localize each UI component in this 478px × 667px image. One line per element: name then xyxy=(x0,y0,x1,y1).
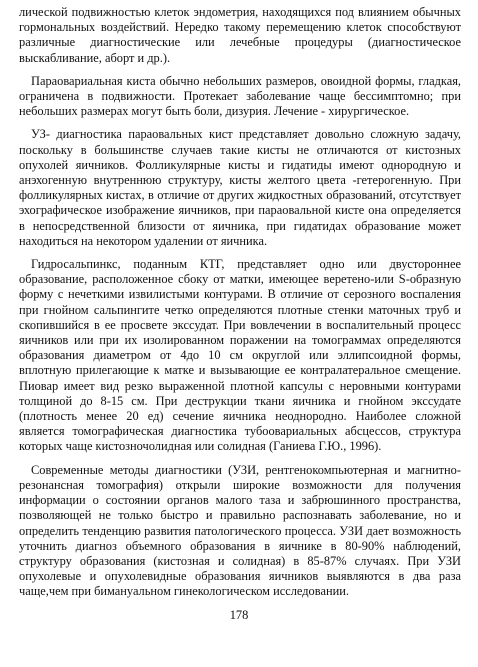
paragraph-paraovarian-cyst: Параовариальная киста обычно небольших размеров, овоидной формы, гладкая, ограничена в подвижности. Протекает заболевание чаще бессимптомно; при небольших размерах могут быть боли, дизурия. Лечение - хирургическое. xyxy=(19,73,461,119)
paragraph-hydrosalpinx: Гидросальпинкс, поданным КТГ, представляет одно или двустороннее образование, расположенное сбоку от матки, имеющее веретено-или S-образную форму с нечеткими извилистыми контурами. В отличие от серозного воспаления при гнойном сальпингите четко определяются плотные стенки маточных труб и скопившийся в ее просвете экссудат. При вовлечении в воспалительный процесс яичников или при их изолированном поражении на томограммах определяются образования диаметром от 4до 10 см округлой или эллипсоидной формы, вплотную прилегающие к матке и вызывающие ее контралатеральное смещение. Пиовар имеет вид резко выраженной плотной капсулы с неровными контурами толщиной до 8-15 см. При деструкции ткани яичника и гнойном экссудате (плотность менее 20 ед) сечение яичника неоднородно. Наиболее сложной является томографическая диагностика тубоовариальных абсцессов, структура которых чаще кистозночолидная или солидная (Ганиева Г.Ю., 1996). xyxy=(19,257,461,454)
paragraph-continued: лической подвижностью клеток эндометрия, находящихся под влиянием обычных гормональных воздействий. Нередко такому перемещению клеток способствуют различные диагностические или лечебные процедуры (диагностическое выскабливание, аборт и др.). xyxy=(19,5,461,65)
document-page xyxy=(19,5,461,600)
paragraph-modern-methods: Современные методы диагностики (УЗИ, рентгенокомпьютерная и магнитно-резонансная томография) открыли широкие возможности для получения информации о состоянии органов малого таза и забрюшинного пространства, позволяющей не только быстро и правильно распознавать заболевание, но и определить тенденцию развития патологического процесса. УЗИ дает возможность уточнить диагноз объемного образования в яичнике в 80-90% наблюдений, структуру образования (кистозная и солидная) в 85-87% случаях. При УЗИ опухолевые и опухолевидные образования яичников выявляются в два раза чаще,чем при бимануальном гинекологическом исследовании. xyxy=(19,462,461,599)
page-number: 178 xyxy=(229,608,249,622)
paragraph-us-diagnostics: УЗ- диагностика параовальных кист представляет довольно сложную задачу, поскольку в большинстве случаев такие кисты не отличаются от кистозных опухолей яичников. Фолликулярные кисты и гидатиды имеют однородную и анэхогенную внутреннюю структуру, кисты желтого цвета -гетерогенную. При фолликулярных кистах, в отличие от других жидкостных образований, отсутствует эхографическое изображение яичников, при параовальной кисте она определяется в непосредственной близости от яичника, при гидатидах образование может находиться на некотором удалении от яичника. xyxy=(19,127,461,248)
